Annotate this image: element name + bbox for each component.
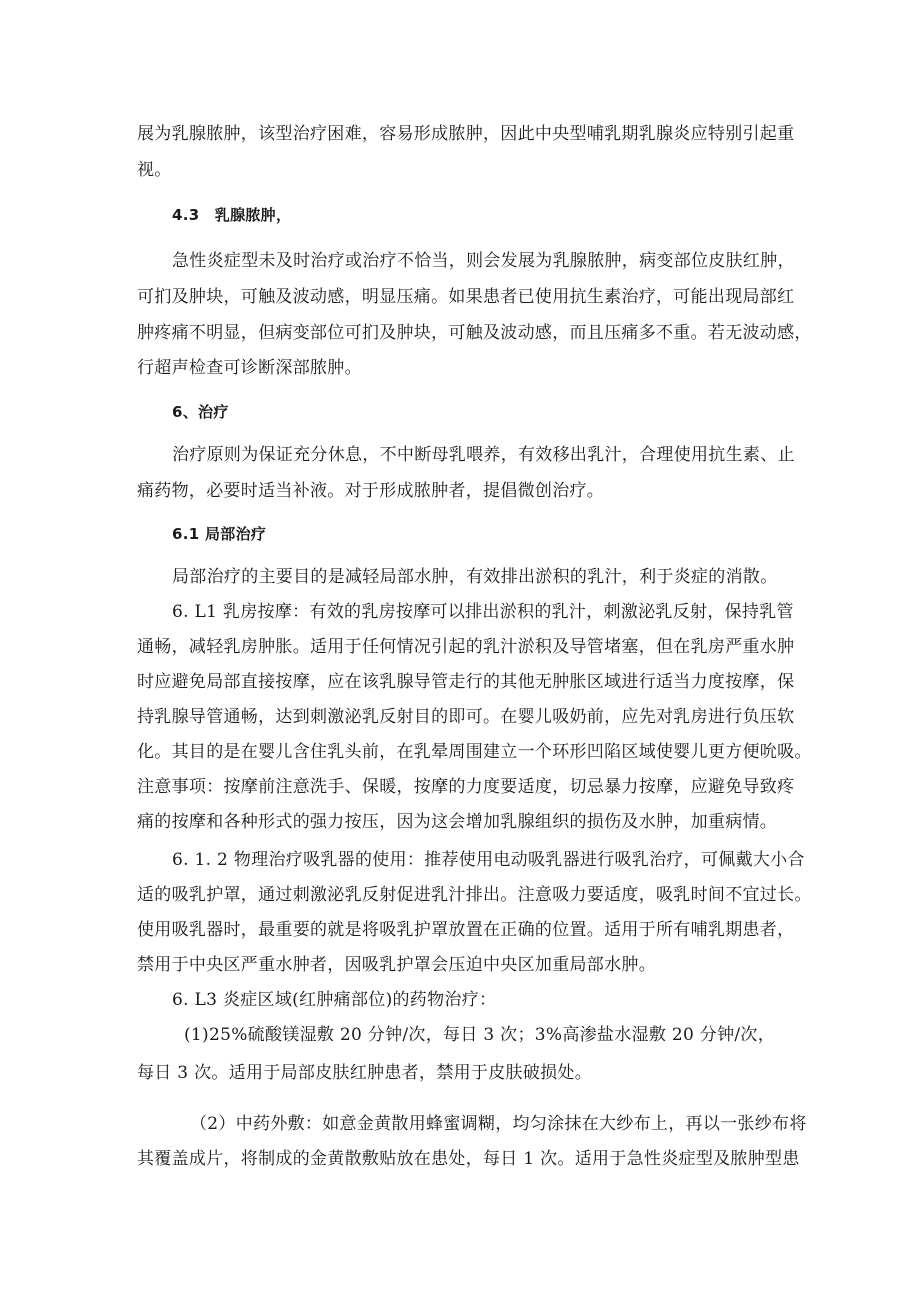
text-line: 适的吸乳护罩，通过刺激泌乳反射促进乳汁排出。注意吸力要适度，吸乳时间不宜过长。	[137, 885, 812, 905]
section-heading-6-1: 6.1 局部治疗	[172, 525, 267, 543]
text-line: 其覆盖成片，将制成的金黄散敷贴放在患处，每日 1 次。适用于急性炎症型及脓肿型患	[137, 1149, 800, 1169]
section-heading-4-3: 4.3 乳腺脓肿，	[172, 206, 292, 224]
text-line: 时应避免局部直接按摩，应在该乳腺导管走行的其他无肿胀区域进行适当力度按摩，保	[137, 672, 795, 692]
text-line: 6. L1 乳房按摩：有效的乳房按摩可以排出淤积的乳汁，刺激泌乳反射，保持乳管	[172, 602, 794, 622]
text-line: 6. 1. 2 物理治疗吸乳器的使用：推荐使用电动吸乳器进行吸乳治疗，可佩戴大小合	[172, 850, 805, 870]
text-line: 展为乳腺脓肿，该型治疗困难，容易形成脓肿，因此中央型哺乳期乳腺炎应特别引起重	[137, 124, 795, 144]
text-line: 局部治疗的主要目的是减轻局部水肿，有效排出淤积的乳汁，利于炎症的消散。	[172, 567, 778, 587]
text-line: 痛药物，必要时适当补液。对于形成脓肿者，提倡微创治疗。	[137, 481, 605, 501]
text-line: 每日 3 次。适用于局部皮肤红肿患者，禁用于皮肤破损处。	[137, 1063, 593, 1083]
text-line: (1)25%硫酸镁湿敷 20 分钟/次，每日 3 次；3%高渗盐水湿敷 20 分钟/次，	[184, 1025, 775, 1045]
text-line: 视。	[137, 160, 172, 180]
text-line: 持乳腺导管通畅，达到刺激泌乳反射目的即可。在婴儿吸奶前，应先对乳房进行负压软	[137, 707, 795, 727]
text-line: 行超声检查可诊断深部脓肿。	[137, 358, 362, 378]
text-line: 6. L3 炎症区域(红肿痛部位)的药物治疗：	[172, 990, 497, 1010]
text-line: 化。其目的是在婴儿含住乳头前，在乳晕周围建立一个环形凹陷区域使婴儿更方便吮吸。	[137, 742, 812, 762]
text-line: 注意事项：按摩前注意洗手、保暖，按摩的力度要适度，切忌暴力按摩，应避免导致疼	[137, 777, 795, 797]
section-heading-6: 6、治疗	[172, 403, 229, 421]
text-line: 急性炎症型未及时治疗或治疗不恰当，则会发展为乳腺脓肿，病变部位皮肤红肿，	[172, 251, 795, 271]
text-line: 可扪及肿块，可触及波动感，明显压痛。如果患者已使用抗生素治疗，可能出现局部红	[137, 287, 795, 307]
text-line: 肿疼痛不明显，但病变部位可扪及肿块，可触及波动感，而且压痛多不重。若无波动感，	[137, 323, 812, 343]
text-line: 通畅，减轻乳房肿胀。适用于任何情况引起的乳汁淤积及导管堵塞，但在乳房严重水肿	[137, 637, 795, 657]
text-line: 痛的按摩和各种形式的强力按压，因为这会增加乳腺组织的损伤及水肿，加重病情。	[137, 812, 778, 832]
text-line: 使用吸乳器时，最重要的就是将吸乳护罩放置在正确的位置。适用于所有哺乳期患者，	[137, 920, 795, 940]
text-line: 治疗原则为保证充分休息，不中断母乳喂养，有效移出乳汁，合理使用抗生素、止	[172, 445, 795, 465]
text-line: （2）中药外敷：如意金黄散用蜂蜜调糊，均匀涂抹在大纱布上，再以一张纱布将	[190, 1114, 807, 1134]
text-line: 禁用于中央区严重水肿者，因吸乳护罩会压迫中央区加重局部水肿。	[137, 955, 656, 975]
